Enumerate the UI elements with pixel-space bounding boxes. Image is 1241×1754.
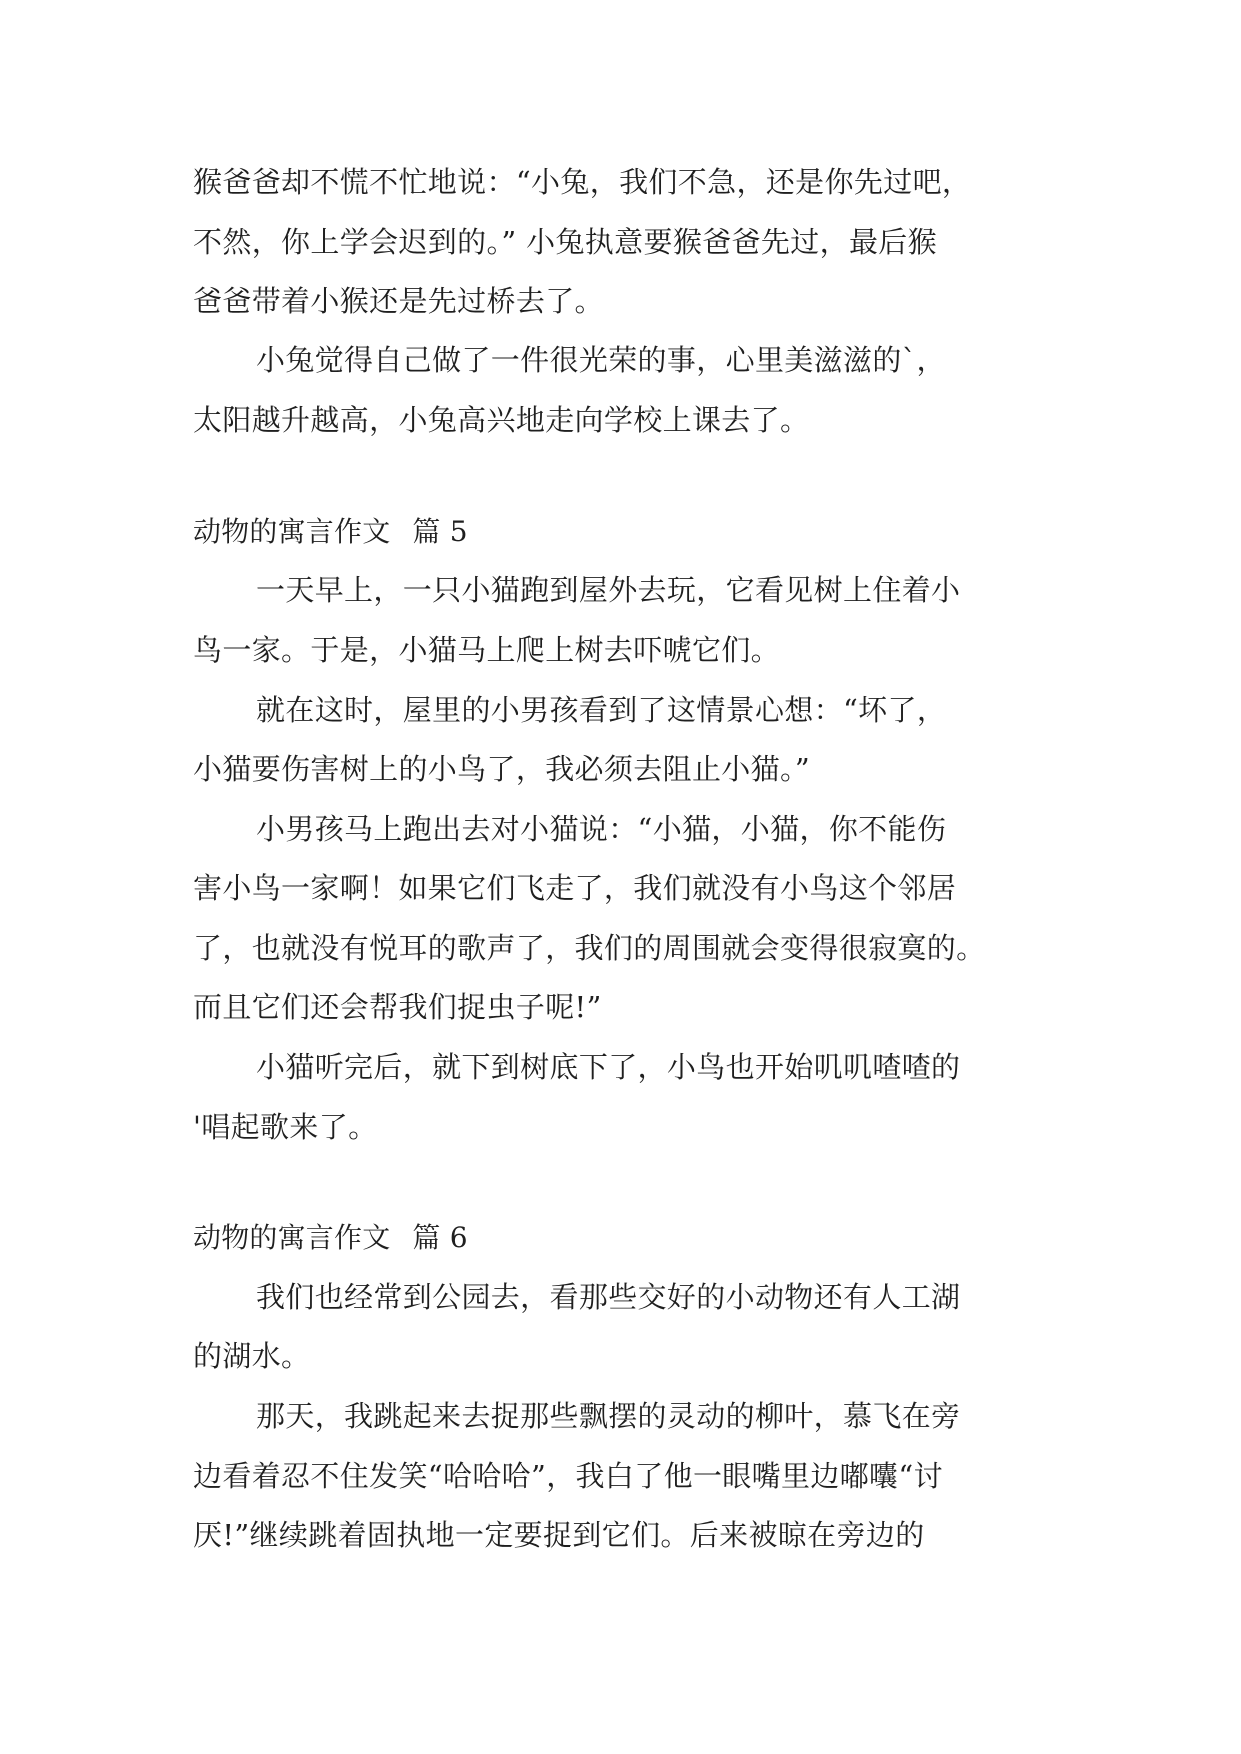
text-line: 小男孩马上跑出去对小猫说：“小猫，小猫，你不能伤 [256, 812, 947, 846]
text-line: 害小鸟一家啊！如果它们飞走了，我们就没有小鸟这个邻居 [193, 871, 957, 905]
text-line: 一天早上，一只小猫跑到屋外去玩，它看见树上住着小 [256, 573, 961, 607]
section-heading [193, 512, 1063, 552]
section-number: 篇 5 [412, 515, 468, 548]
text-line: 而且它们还会帮我们捉虫子呢!” [193, 990, 602, 1024]
text-line: 太阳越升越高，小兔高兴地走向学校上课去了。 [193, 403, 810, 437]
section-number: 篇 6 [412, 1221, 468, 1254]
text-line: '唱起歌来了。 [193, 1110, 378, 1144]
text-line: 爸爸带着小猴还是先过桥去了。 [193, 284, 604, 318]
text-line: 我们也经常到公园去，看那些交好的小动物还有人工湖 [256, 1280, 961, 1314]
text-line: 边看着忍不住发笑“哈哈哈”，我白了他一眼嘴里边嘟囔“讨 [193, 1459, 943, 1493]
text-line: 不然，你上学会迟到的。” 小兔执意要猴爸爸先过，最后猴 [193, 225, 937, 259]
text-line: 小猫听完后，就下到树底下了，小鸟也开始叽叽喳喳的 [256, 1050, 961, 1084]
section-title: 动物的寓言作文 [193, 1221, 391, 1254]
section-title: 动物的寓言作文 [193, 515, 391, 548]
text-line: 那天，我跳起来去捉那些飘摆的灵动的柳叶，慕飞在旁 [256, 1399, 961, 1433]
text-line: 厌!”继续跳着固执地一定要捉到它们。后来被晾在旁边的 [193, 1518, 925, 1552]
text-line: 猴爸爸却不慌不忙地说：“小兔，我们不急，还是你先过吧， [193, 165, 972, 199]
text-line: 小猫要伤害树上的小鸟了，我必须去阻止小猫。” [193, 752, 811, 786]
text-line: 的湖水。 [193, 1339, 311, 1373]
text-line: 就在这时，屋里的小男孩看到了这情景心想：“坏了， [256, 693, 947, 727]
section-heading [193, 1218, 1063, 1258]
text-line: 小兔觉得自己做了一件很光荣的事，心里美滋滋的`， [256, 343, 946, 377]
text-line: 鸟一家。于是，小猫马上爬上树去吓唬它们。 [193, 633, 781, 667]
text-line: 了，也就没有悦耳的歌声了，我们的周围就会变得很寂寞的。 [193, 931, 986, 965]
